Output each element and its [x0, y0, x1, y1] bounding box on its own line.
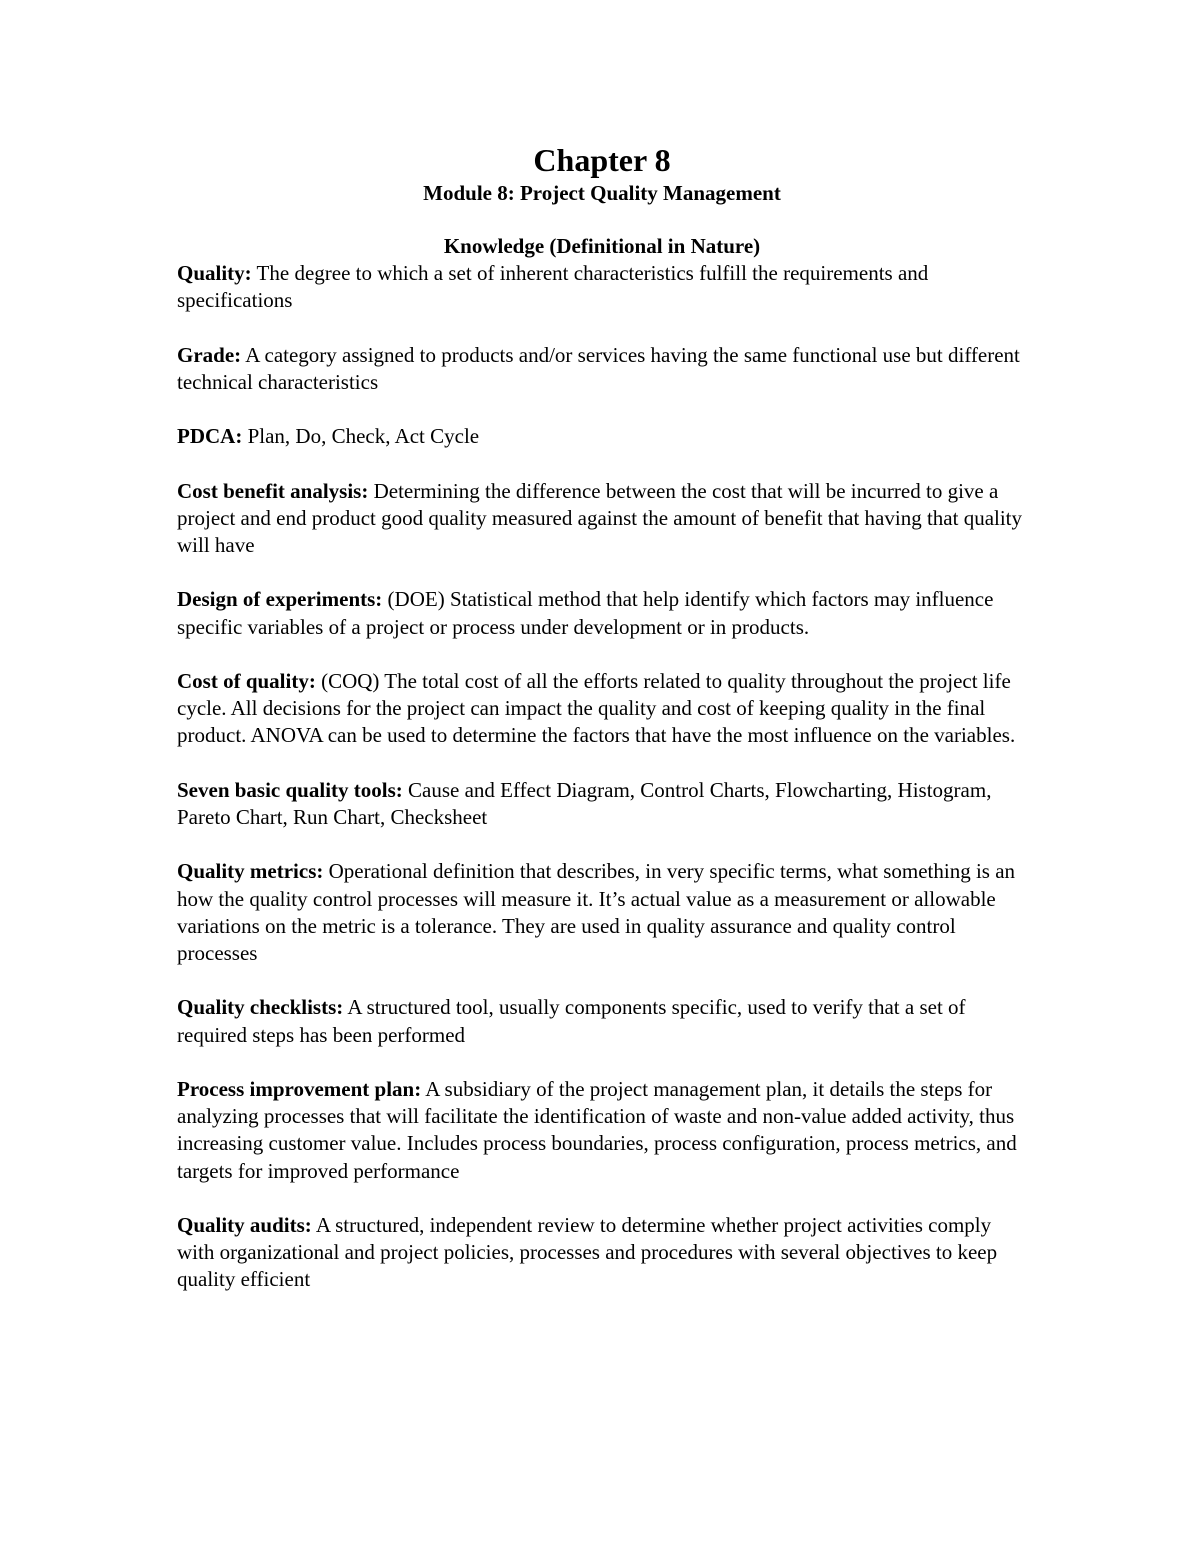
definition-process-improvement-plan	[177, 1076, 1027, 1185]
definition-term: Quality:	[177, 261, 252, 285]
definition-text: A subsidiary of the project management plan, it details the steps for analyzing processes that will facilitate the identification of waste and non-value added activity, thus increasing customer value. Includes process boundaries, process configuration, process metrics, and targets for improved performance	[177, 1076, 1017, 1183]
document-page	[177, 140, 1027, 1321]
definition-text: Operational definition that describes, in very specific terms, what something is an how the quality control processes will measure it. It’s actual value as a measurement or allowable variations on the metric is a tolerance. They are used in quality assurance and quality control processes	[177, 859, 1016, 965]
definition-quality	[177, 260, 1027, 314]
section-title: Knowledge (Definitional in Nature)	[443, 234, 761, 258]
definition-design-of-experiments	[177, 586, 1027, 640]
definition-cost-of-quality	[177, 668, 1027, 750]
definition-seven-basic-quality-tools	[177, 777, 1027, 831]
definition-term: Design of experiments:	[177, 587, 383, 612]
definition-text: Plan, Do, Check, Act Cycle	[247, 424, 480, 449]
definition-term: Cost benefit analysis:	[177, 478, 369, 503]
definition-term: Quality checklists:	[177, 995, 344, 1020]
definition-term: Process improvement plan:	[177, 1076, 422, 1101]
definition-text: A structured, independent review to determine whether project activities comply with organizational and project policies, processes and procedures with several objectives to keep quality efficient	[177, 1212, 998, 1292]
definition-term: Seven basic quality tools:	[177, 777, 403, 802]
definition-term: PDCA:	[177, 424, 243, 449]
definition-term: Quality metrics:	[177, 859, 324, 884]
module-title: Module 8: Project Quality Management	[423, 181, 781, 205]
definition-text: The degree to which a set of inherent characteristics fulfill the requirements and specifications	[177, 261, 929, 313]
definition-term: Grade:	[177, 342, 242, 367]
definition-text: (COQ) The total cost of all the efforts related to quality throughout the project life cycle. All decisions for the project can impact the quality and cost of keeping quality in the final product. ANOVA can be used to determine the factors that have the most influence on the variables.	[177, 668, 1016, 748]
definition-text: A structured tool, usually components specific, used to verify that a set of required steps has been performed	[177, 995, 966, 1047]
definition-text: (DOE) Statistical method that help identify which factors may influence specific variables of a project or process under development or in products.	[177, 587, 994, 639]
definition-cost-benefit-analysis	[177, 478, 1027, 560]
definition-text: Cause and Effect Diagram, Control Charts, Flowcharting, Histogram, Pareto Chart, Run Chart, Checksheet	[177, 777, 992, 829]
definition-pdca	[177, 423, 1027, 450]
definition-grade	[177, 342, 1027, 396]
definition-quality-audits	[177, 1212, 1027, 1294]
definition-text: Determining the difference between the cost that will be incurred to give a project and end product good quality measured against the amount of benefit that having that quality will have	[177, 478, 1023, 557]
definition-text: A category assigned to products and/or services having the same functional use but different technical characteristics	[177, 342, 1020, 394]
definition-term: Quality audits:	[177, 1212, 312, 1237]
definition-term: Cost of quality:	[177, 668, 316, 693]
chapter-title: Chapter 8	[533, 142, 671, 178]
definition-quality-checklists	[177, 994, 1027, 1048]
definition-quality-metrics	[177, 858, 1027, 967]
